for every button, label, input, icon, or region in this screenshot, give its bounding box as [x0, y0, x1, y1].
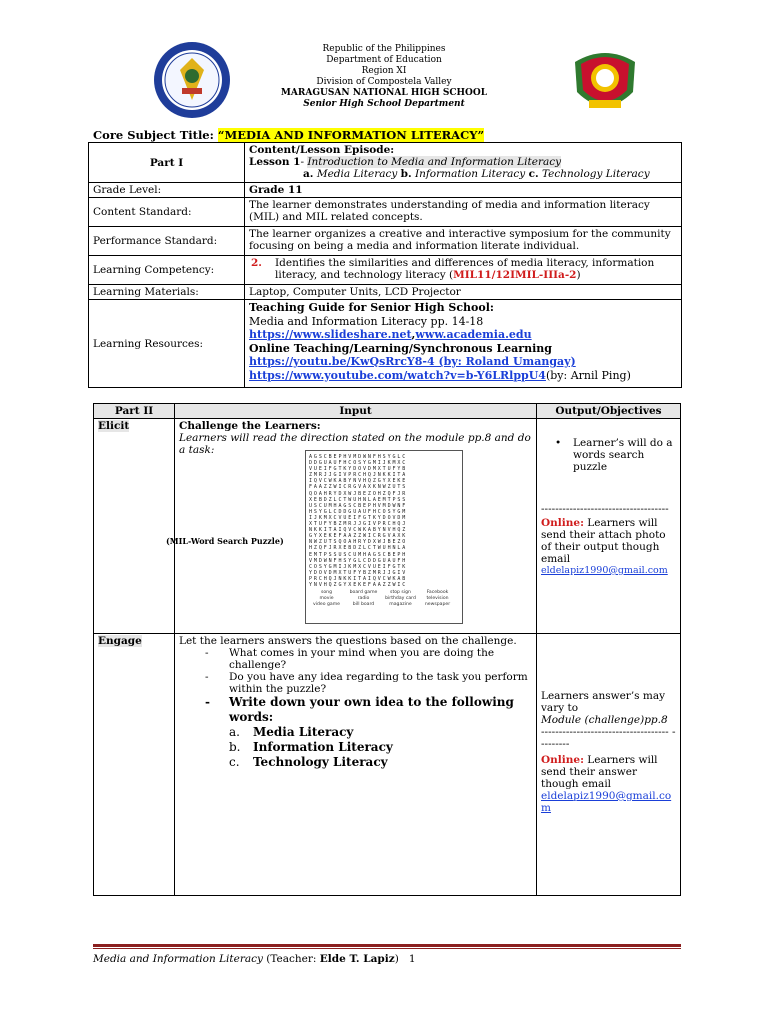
grade-level-label: Grade Level: [89, 183, 245, 198]
word-search-grid: AGSCBEPHVMDWNFHSYGLC DDGUAUFHCOSYGMIJKMXC VUEIFGTKYDOVDMXTUFYB ZMRJJGIVPRCHQJNKKITA IQVCWKABYNVHQZGYXEKE FAAZZWICRGVAXKNWZUTS QOAHRYDXWJBEZOHZQFJR XEBDZLCTWUHNLAEMTPSS USCUMHAGSCBEPHVMDWNF HSYGLCDDGUAUFHCOSYGM IJKMXCVUEIFGTKYDOVDM XTUFYBZMRJJGIVPRCHQJ NKKITAIQVCWKABYNVHQZ GYXEKEFAAZZWICRGVAXK NWZUTSQOAHRYDXWJBEZO HZQFJRXEBDZLCTWUHNLA EMTPSSUSCUMHAGSCBEPH VMDWNFHSYGLCDDGUAUFH COSYGMIJKMXCVUEIFGTK YDOVDMXTUFYBZMRJJGIV PRCHQJNKKITAIQVCWKAB YNVHQZGYXEKEFAAZZWIC [309, 454, 408, 588]
input-header: Input [175, 404, 537, 419]
header-department: Senior High School Department [303, 99, 465, 109]
puzzle-word: television [426, 596, 449, 601]
performance-standard-value: The learner organizes a creative and interactive symposium for the community focusing on being a media and information literate individual. [245, 227, 682, 256]
page-number: 1 [408, 953, 416, 965]
header-line-region: Region XI [361, 66, 407, 76]
elicit-input-cell: Challenge the Learners: Learners will read the direction stated on the module pp.8 and do a task: [175, 419, 537, 634]
puzzle-word: radio [357, 596, 370, 601]
puzzle-word: newspaper [424, 602, 451, 607]
footer: Media and Information Literacy (Teacher: Elde T. Lapiz) 1 [93, 953, 416, 965]
header-line-division: Division of Compostela Valley [316, 77, 452, 87]
grade-level-value: Grade 11 [245, 183, 682, 198]
letterhead [0, 44, 768, 110]
puzzle-word: board game [349, 590, 378, 595]
puzzle-word: stop sign [390, 590, 411, 595]
puzzle-word: movie [319, 596, 334, 601]
elicit-label: Elicit [94, 419, 175, 634]
engage-label: Engage [94, 634, 175, 896]
puzzle-word: song [320, 590, 333, 595]
puzzle-word: Facebook [426, 590, 449, 595]
subject-title: “MEDIA AND INFORMATION LITERACY” [217, 128, 485, 142]
performance-standard-label: Performance Standard: [89, 227, 245, 256]
learning-competency-label: Learning Competency: [89, 256, 245, 285]
youtube-link-umangay[interactable]: https://youtu.be/KwQsRrcY8-4 (by: Roland Umangay) [249, 355, 576, 368]
header-line-deped: Department of Education [326, 55, 442, 65]
puzzle-word: birthday card [385, 596, 416, 601]
part1-table [88, 142, 682, 388]
academia-link[interactable]: www.academia.edu [415, 328, 532, 341]
puzzle-word: video game [312, 602, 341, 607]
puzzle-word: magazine [389, 602, 412, 607]
lesson-episode-cell: Content/Lesson Episode: Lesson 1- Introduction to Media and Information Literacy a. Media Literacy b. Information Literacy c. Technology Literacy [245, 143, 682, 183]
bullet-icon: • [555, 437, 562, 449]
word-search-word-list [308, 590, 460, 608]
core-subject-title: Core Subject Title: “MEDIA AND INFORMATION LITERACY” [93, 128, 485, 142]
content-standard-value: The learner demonstrates understanding of media and information literacy (MIL) and MIL related concepts. [245, 198, 682, 227]
elicit-output-cell: • Learner’s will do a words search puzzle ------------------------------------ Online: Learners will send their attach photo of their output though email eldelapiz1990@gmail.com [537, 419, 681, 634]
learning-materials-value: Laptop, Computer Units, LCD Projector [245, 285, 682, 300]
header-line-republic: Republic of the Philippines [322, 44, 446, 54]
footer-rule [93, 944, 681, 947]
learning-materials-label: Learning Materials: [89, 285, 245, 300]
youtube-link-ping[interactable]: https://www.youtube.com/watch?v=b-Y6LRlppU4 [249, 368, 546, 382]
footer-rule-thin [93, 948, 681, 949]
competency-code: MIL11/12IMIL-IIIa-2 [453, 269, 577, 281]
output-header: Output/Objectives [537, 404, 681, 419]
engage-output-cell: Learners answer’s may vary to Module (challenge)pp.8 ------------------------------------ --------- Online: Learners will send their answer though email eldelapiz1990@gmail.com [537, 634, 681, 896]
learning-resources-value: Teaching Guide for Senior High School: Media and Information Literacy pp. 14-18 https://www.slideshare.net,www.academia.edu Online Teaching/Learning/Synchronous Learning https://youtu.be/KwQsRrcY8-4 (by: Roland Umangay) https://www.youtube.com/watch?v=b-Y6LRlppU4(by: Arnil Ping) [245, 300, 682, 388]
learning-competency-value: 2. Identifies the similarities and differences of media literacy, information literacy, and technology literacy (MIL11/12IMIL-IIIa-2) [245, 256, 682, 285]
word-search-puzzle-image [305, 450, 463, 624]
engage-email-link[interactable]: eldelapiz1990@gmail.com [541, 790, 672, 814]
content-standard-label: Content Standard: [89, 198, 245, 227]
engage-input-cell: Let the learners answers the questions based on the challenge. - What comes in your mind when you are doing the challenge? - Do you have any idea regarding to the task you perform within the puzzle? - Write down your own idea to the following words: a. Media Literacy b. Information Literacy c. Technology Literacy [175, 634, 537, 896]
learning-resources-label: Learning Resources: [89, 300, 245, 388]
puzzle-word: bill board [352, 602, 375, 607]
word-search-label: (MIL-Word Search Puzzle) [166, 536, 284, 546]
slideshare-link[interactable]: https://www.slideshare.net [249, 328, 412, 341]
elicit-email-link[interactable]: eldelapiz1990@gmail.com [541, 565, 668, 576]
part1-label: Part I [89, 143, 245, 183]
lesson-title: Introduction to Media and Information Literacy [307, 156, 562, 168]
header-school-name: MARAGUSAN NATIONAL HIGH SCHOOL [280, 88, 488, 98]
part2-header: Part II [94, 404, 175, 419]
